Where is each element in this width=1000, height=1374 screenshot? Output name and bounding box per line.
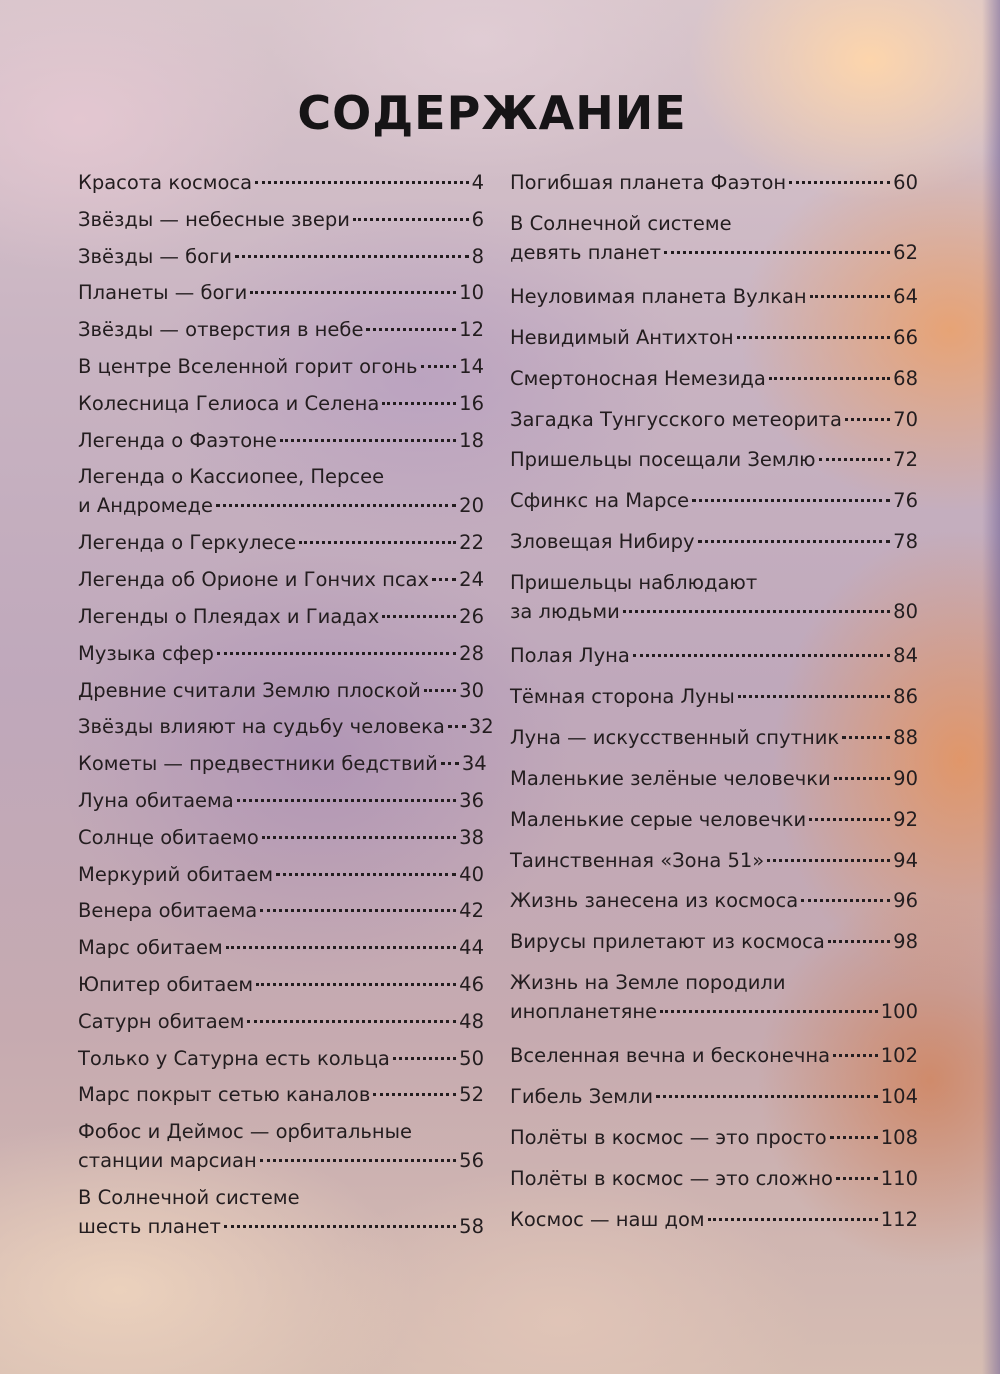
dot-leader: [441, 762, 459, 765]
toc-entry-title: Легенды о Плеядах и Гиадах: [78, 604, 380, 628]
dot-leader: [280, 439, 456, 442]
toc-entry[interactable]: [78, 1080, 484, 1117]
toc-entry-row: [78, 676, 484, 705]
toc-entry-row: [78, 565, 484, 594]
toc-entry-page-number: 16: [459, 391, 484, 415]
toc-entry-page-number: 90: [893, 766, 918, 790]
toc-entry-row: [78, 749, 487, 778]
toc-right-column: [510, 168, 918, 1246]
toc-entry-page-number: 30: [459, 678, 484, 702]
dot-leader: [810, 295, 891, 298]
toc-entry-row: [510, 886, 918, 915]
toc-entry[interactable]: [510, 927, 918, 968]
dot-leader: [260, 909, 456, 912]
toc-entry-row: [78, 933, 484, 962]
toc-entry-title: Сфинкс на Марсе: [510, 489, 690, 513]
toc-entry-page-number: 98: [893, 930, 918, 954]
toc-entry-title: Маленькие серые человечки: [510, 807, 807, 831]
toc-entry-title: Звёзды — небесные звери: [78, 207, 350, 231]
toc-entry-title-line1: Легенда о Кассиопее, Персее: [78, 465, 385, 489]
toc-entry-title: Вирусы прилетают из космоса: [510, 930, 825, 954]
toc-entry-row: [78, 389, 484, 418]
toc-entry[interactable]: [510, 846, 918, 887]
toc-entry-row: [510, 323, 918, 352]
toc-entry-page-number: 94: [893, 848, 918, 872]
toc-entry-row: [78, 896, 484, 925]
toc-entry[interactable]: [510, 168, 918, 209]
toc-entry[interactable]: [510, 1041, 918, 1082]
dot-leader: [845, 418, 890, 421]
toc-entry[interactable]: [510, 1164, 918, 1205]
toc-entry[interactable]: [78, 860, 484, 897]
toc-entry-title: Таинственная «Зона 51»: [510, 848, 765, 872]
toc-entry[interactable]: [78, 823, 484, 860]
toc-entry-title: Музыка сфер: [78, 641, 214, 665]
dot-leader: [833, 1054, 878, 1057]
dot-leader: [448, 725, 466, 728]
toc-entry[interactable]: [78, 462, 484, 528]
toc-entry-page-number: 102: [880, 1044, 918, 1068]
toc-entry-row: [510, 1123, 918, 1152]
dot-leader: [836, 1177, 878, 1180]
dot-leader: [842, 736, 890, 739]
toc-entry-row: [510, 805, 918, 834]
toc-entry-title: Невидимый Антихтон: [510, 325, 734, 349]
toc-entry[interactable]: [510, 1205, 918, 1246]
toc-entry-page-number: 60: [893, 171, 918, 194]
toc-entry[interactable]: [78, 602, 484, 639]
dot-leader: [424, 689, 456, 692]
toc-entry-title: Сатурн обитаем: [78, 1009, 245, 1033]
toc-entry-page-number: 56: [459, 1149, 484, 1173]
toc-entry[interactable]: [510, 641, 918, 682]
toc-entry-title: Меркурий обитаем: [78, 862, 274, 886]
toc-entry-row: [510, 1164, 918, 1193]
toc-entry-row: [78, 426, 484, 455]
toc-entry-page-number: 92: [893, 807, 918, 831]
dot-leader: [708, 1218, 878, 1221]
toc-entry-row: [510, 238, 918, 267]
toc-entry-row: [78, 528, 484, 557]
dot-leader: [623, 610, 890, 613]
toc-entry-row: [78, 639, 484, 668]
toc-entry-title: Луна обитаема: [78, 788, 234, 812]
toc-entry-page-number: 34: [461, 752, 487, 776]
toc-entry[interactable]: [78, 933, 484, 970]
toc-entry-title: станции марсиан: [78, 1149, 257, 1173]
dot-leader: [738, 695, 890, 698]
toc-entry-page-number: 80: [893, 600, 918, 624]
toc-entry[interactable]: [78, 749, 487, 786]
toc-entry-title-line1: Жизнь на Земле породили: [510, 971, 786, 995]
dot-leader: [299, 541, 456, 544]
toc-entry-row: [78, 786, 484, 815]
toc-entry-title: Полёты в космос — это сложно: [510, 1166, 833, 1190]
toc-entry-page-number: 24: [459, 568, 484, 592]
dot-leader: [421, 365, 457, 368]
toc-entry-title: Кометы — предвестники бедствий: [78, 752, 438, 776]
toc-entry-title: Маленькие зелёные человечки: [510, 766, 831, 790]
toc-entry[interactable]: [78, 168, 484, 205]
toc-entry-page-number: 78: [893, 530, 918, 554]
toc-entry-page-number: 72: [893, 448, 918, 472]
toc-entry-page-number: 4: [471, 171, 484, 194]
toc-entry-row: [78, 278, 484, 307]
dot-leader: [769, 377, 890, 380]
toc-entry[interactable]: [78, 970, 484, 1007]
toc-entry[interactable]: [78, 896, 484, 933]
toc-entry-title: Красота космоса: [78, 171, 253, 194]
toc-entry-row: [78, 315, 484, 344]
toc-entry-row: [510, 846, 918, 875]
toc-entry-title: Пришельцы посещали Землю: [510, 448, 816, 472]
toc-entry[interactable]: [510, 723, 918, 764]
toc-entry-page-number: 86: [893, 685, 918, 709]
toc-entry-page-number: 14: [459, 354, 484, 378]
toc-entry-title: Тёмная сторона Луны: [510, 685, 735, 709]
toc-entry-page-number: 66: [893, 325, 918, 349]
dot-leader: [809, 818, 890, 821]
toc-entry-page-number: 42: [459, 899, 484, 923]
dot-leader: [247, 1020, 456, 1023]
toc-entry[interactable]: [510, 568, 918, 641]
toc-entry-page-number: 76: [893, 489, 918, 513]
toc-entry-row: [78, 712, 494, 741]
toc-entry-page-number: 26: [459, 604, 484, 628]
dot-leader: [656, 1095, 878, 1098]
toc-entry-title-line1: Фобос и Деймос — орбитальные: [78, 1120, 413, 1144]
toc-entry[interactable]: [78, 1044, 484, 1081]
toc-entry-page-number: 50: [459, 1046, 484, 1070]
toc-entry-row: [510, 927, 918, 956]
dot-leader: [255, 181, 469, 184]
dot-leader: [698, 540, 891, 543]
toc-entry-row: [78, 1080, 484, 1109]
toc-entry-page-number: 36: [459, 788, 484, 812]
toc-entry-title: Венера обитаема: [78, 899, 258, 923]
toc-entry[interactable]: [510, 323, 918, 364]
toc-entry-row: [510, 1082, 918, 1111]
toc-entry-title-line1: В Солнечной системе: [510, 211, 732, 235]
dot-leader: [235, 255, 469, 258]
toc-entry-title: Луна — искусственный спутник: [510, 725, 840, 749]
toc-entry[interactable]: [510, 445, 918, 486]
toc-entry-page-number: 104: [880, 1085, 918, 1109]
toc-entry-page-number: 46: [459, 972, 484, 996]
toc-entry-title: Легенда о Геркулесе: [78, 531, 297, 555]
toc-entry[interactable]: [78, 639, 484, 676]
dot-leader: [801, 899, 890, 902]
toc-entry-title: Легенда о Фаэтоне: [78, 428, 277, 452]
toc-entry-page-number: 8: [471, 244, 484, 268]
toc-entry[interactable]: [78, 786, 484, 823]
toc-entry-title: Марс обитаем: [78, 936, 223, 960]
toc-entry-page-number: 18: [459, 428, 484, 452]
toc-entry-row: [510, 168, 918, 197]
toc-entry-title: Загадка Тунгусского метеорита: [510, 407, 842, 431]
toc-entry-page-number: 112: [880, 1207, 918, 1231]
dot-leader: [830, 1136, 878, 1139]
toc-entry-page-number: 84: [893, 644, 918, 668]
toc-entry-title: Вселенная вечна и бесконечна: [510, 1044, 831, 1068]
toc-entry-row: [510, 282, 918, 311]
toc-entry[interactable]: [78, 352, 484, 389]
toc-entry-row: [78, 352, 484, 381]
toc-entry-row: [78, 823, 484, 852]
toc-entry-row: [78, 242, 484, 271]
toc-left-column: [78, 168, 494, 1249]
toc-entry-page-number: 96: [893, 889, 918, 913]
toc-entry[interactable]: [78, 389, 484, 426]
dot-leader: [767, 859, 890, 862]
toc-entry[interactable]: [510, 282, 918, 323]
toc-entry-title: Неуловимая планета Вулкан: [510, 284, 807, 308]
dot-leader: [789, 181, 890, 184]
dot-leader: [260, 1159, 456, 1162]
toc-entry-page-number: 100: [880, 1000, 918, 1024]
dot-leader: [216, 504, 456, 507]
toc-entry[interactable]: [78, 565, 484, 602]
toc-entry[interactable]: [510, 968, 918, 1041]
toc-entry-title: Полая Луна: [510, 644, 630, 668]
toc-entry-page-number: 38: [459, 825, 484, 849]
page-title: СОДЕРЖАНИЕ: [297, 86, 687, 140]
toc-entry-row: [510, 997, 918, 1026]
toc-entry-row: [510, 1041, 918, 1070]
toc-entry[interactable]: [78, 205, 484, 242]
toc-entry-title: Гибель Земли: [510, 1085, 654, 1109]
toc-entry-title: Только у Сатурна есть кольца: [78, 1046, 390, 1070]
toc-entry-row: [510, 641, 918, 670]
dot-leader: [366, 328, 456, 331]
toc-entry[interactable]: [78, 278, 484, 315]
toc-entry-title: Космос — наш дом: [510, 1207, 705, 1231]
dot-leader: [382, 615, 456, 618]
dot-leader: [226, 946, 456, 949]
toc-entry-title: Полёты в космос — это просто: [510, 1126, 827, 1150]
dot-leader: [276, 873, 456, 876]
toc-entry[interactable]: [78, 315, 484, 352]
toc-entry[interactable]: [78, 242, 484, 279]
toc-entry[interactable]: [78, 1183, 484, 1249]
toc-entry-page-number: 32: [468, 715, 494, 739]
dot-leader: [828, 940, 890, 943]
toc-entry[interactable]: [510, 886, 918, 927]
toc-entry-title: Легенда об Орионе и Гончих псах: [78, 568, 430, 592]
toc-entry-page-number: 28: [459, 641, 484, 665]
toc-entry-page-number: 58: [459, 1215, 484, 1239]
toc-entry-row: [78, 1007, 484, 1036]
toc-entry-title-line1: Пришельцы наблюдают: [510, 571, 758, 595]
toc-entry-title: шесть планет: [78, 1215, 221, 1239]
toc-entry-page-number: 70: [893, 407, 918, 431]
toc-entry-page-number: 64: [893, 284, 918, 308]
toc-entry[interactable]: [78, 426, 484, 463]
dot-leader: [660, 1010, 878, 1013]
toc-entry-row: [510, 597, 918, 626]
toc-entry-row: [510, 445, 918, 474]
toc-entry-title: и Андромеде: [78, 494, 213, 518]
toc-entry-row: [78, 602, 484, 631]
dot-leader: [217, 652, 456, 655]
toc-entry-title: Звёзды — отверстия в небе: [78, 318, 364, 342]
toc-entry[interactable]: [510, 486, 918, 527]
dot-leader: [633, 654, 890, 657]
toc-entry-row: [78, 860, 484, 889]
toc-entry-row: [78, 1146, 484, 1175]
toc-entry-page-number: 110: [880, 1166, 918, 1190]
toc-entry-page-number: 68: [893, 366, 918, 390]
dot-leader: [737, 336, 891, 339]
dot-leader: [250, 291, 456, 294]
toc-entry-page-number: 6: [471, 207, 484, 231]
toc-entry[interactable]: [78, 528, 484, 565]
toc-entry[interactable]: [78, 1007, 484, 1044]
toc-entry-page-number: 48: [459, 1009, 484, 1033]
toc-entry-title: Солнце обитаемо: [78, 825, 259, 849]
toc-entry[interactable]: [78, 1117, 484, 1183]
toc-entry-title-line1: В Солнечной системе: [78, 1186, 300, 1210]
toc-entry[interactable]: [78, 712, 494, 749]
toc-entry-page-number: 88: [893, 725, 918, 749]
dot-leader: [224, 1225, 456, 1228]
toc-entry[interactable]: [510, 764, 918, 805]
dot-leader: [237, 799, 456, 802]
toc-entry-title: Колесница Гелиоса и Селена: [78, 391, 380, 415]
toc-entry-title: Древние считали Землю плоской: [78, 678, 421, 702]
toc-entry[interactable]: [510, 209, 918, 282]
toc-entry-title: Зловещая Нибиру: [510, 530, 695, 554]
toc-entry[interactable]: [510, 1082, 918, 1123]
dot-leader: [256, 983, 456, 986]
toc-entry-page-number: 12: [459, 318, 484, 342]
toc-entry-title: девять планет: [510, 240, 662, 264]
dot-leader: [664, 251, 890, 254]
toc-entry-page-number: 44: [459, 936, 484, 960]
dot-leader: [262, 836, 456, 839]
toc-entry-row: [510, 723, 918, 752]
toc-entry-row: [78, 970, 484, 999]
toc-entry-page-number: 52: [459, 1083, 484, 1107]
toc-entry[interactable]: [510, 1123, 918, 1164]
dot-leader: [382, 402, 456, 405]
toc-entry-page-number: 10: [459, 281, 484, 305]
toc-entry-title: Марс покрыт сетью каналов: [78, 1083, 371, 1107]
dot-leader: [393, 1057, 456, 1060]
toc-entry-row: [78, 491, 484, 520]
toc-entry-page-number: 62: [893, 240, 918, 264]
page-edge-shadow: [982, 0, 1000, 1374]
dot-leader: [432, 578, 456, 581]
toc-entry-row: [510, 764, 918, 793]
toc-entry-page-number: 40: [459, 862, 484, 886]
dot-leader: [819, 458, 891, 461]
toc-entry[interactable]: [510, 527, 918, 568]
toc-entry-row: [78, 1044, 484, 1073]
toc-entry[interactable]: [510, 805, 918, 846]
toc-entry-page-number: 20: [459, 494, 484, 518]
toc-entry-row: [510, 486, 918, 515]
toc-entry-title: инопланетяне: [510, 1000, 658, 1024]
toc-entry-title: Планеты — боги: [78, 281, 248, 305]
toc-entry-title: за людьми: [510, 600, 620, 624]
toc-entry-title: Жизнь занесена из космоса: [510, 889, 799, 913]
toc-entry-title: Звёзды — боги: [78, 244, 233, 268]
toc-entry-title: Погибшая планета Фаэтон: [510, 171, 787, 194]
toc-entry-row: [510, 364, 918, 393]
toc-entry-row: [78, 205, 484, 234]
toc-entry-row: [510, 405, 918, 434]
toc-entry-page-number: 108: [880, 1126, 918, 1150]
toc-entry-title: Смертоносная Немезида: [510, 366, 766, 390]
toc-entry-row: [510, 527, 918, 556]
toc-entry-row: [510, 682, 918, 711]
dot-leader: [373, 1093, 456, 1096]
toc-entry-page-number: 22: [459, 531, 484, 555]
toc-entry-title: В центре Вселенной горит огонь: [78, 354, 418, 378]
toc-entry-row: [78, 168, 484, 197]
toc-entry-title: Юпитер обитаем: [78, 972, 254, 996]
toc-entry[interactable]: [510, 405, 918, 446]
toc-entry-row: [510, 1205, 918, 1234]
toc-entry[interactable]: [510, 364, 918, 405]
toc-entry[interactable]: [78, 676, 484, 713]
toc-entry[interactable]: [510, 682, 918, 723]
toc-entry-title: Звёзды влияют на судьбу человека: [78, 715, 445, 739]
dot-leader: [353, 218, 469, 221]
toc-entry-row: [78, 1212, 484, 1241]
dot-leader: [692, 499, 890, 502]
dot-leader: [834, 777, 891, 780]
